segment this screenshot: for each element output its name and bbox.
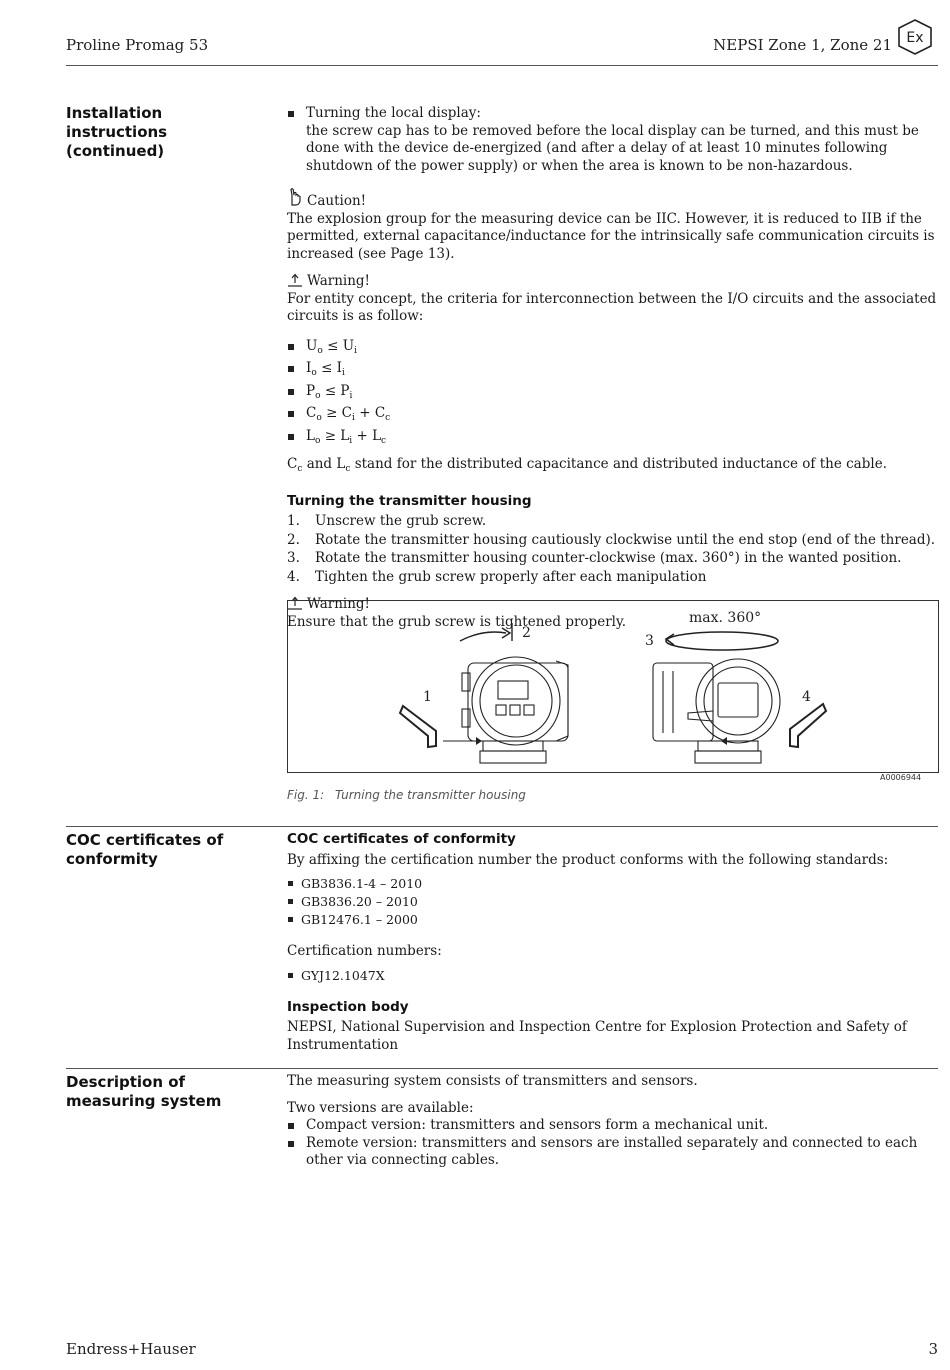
inspection-body-title: Inspection body xyxy=(287,998,409,1015)
list-item: Remote version: transmitters and sensors are installed separately and connected to each other via connecting cables. xyxy=(287,1135,939,1170)
warning-label: Warning! xyxy=(307,273,370,289)
cert-label: Certification numbers: xyxy=(287,943,442,959)
figure-label-2: 2 xyxy=(522,625,531,641)
criteria-item: $C_o \ge C_i + C_c$ xyxy=(287,405,939,428)
figure-drawing xyxy=(288,601,938,772)
display-bullet-head: Turning the local display: xyxy=(306,105,481,121)
caution-label: Caution! xyxy=(307,193,367,209)
ex-logo-icon xyxy=(896,18,934,56)
figure-label-max: max. 360° xyxy=(689,610,762,626)
desc-body xyxy=(287,1073,939,1170)
warning-icon xyxy=(287,273,303,287)
ex-logo-text: Ex xyxy=(906,30,924,46)
list-item: GB3836.1-4 – 2010 xyxy=(287,875,939,893)
standards-list xyxy=(287,875,939,929)
warning-block xyxy=(287,273,939,326)
hex-key-right xyxy=(790,704,826,747)
list-item: Compact version: transmitters and sensors form a mechanical unit. xyxy=(287,1117,939,1135)
installation-body xyxy=(287,105,939,631)
housing-steps xyxy=(287,512,939,586)
section-rule-coc xyxy=(66,826,938,827)
criteria-list xyxy=(287,338,939,451)
versions-list xyxy=(287,1117,939,1170)
display-bullet-text: the screw cap has to be removed before the local display can be turned, and this must be done with the device de-energized (and after a delay of at least 10 minutes following shutdown of the power supply) or when the area is known to be non-hazardous. xyxy=(306,122,919,174)
right-housing-drawing xyxy=(653,659,780,763)
footer-page-number: 3 xyxy=(928,1340,938,1358)
hex-key-left xyxy=(400,706,436,747)
list-item xyxy=(287,105,939,175)
figure-label-3: 3 xyxy=(645,633,654,649)
desc-intro: The measuring system consists of transmitters and sensors. xyxy=(287,1073,698,1089)
step-item: 4. Tighten the grub screw properly after each manipulation xyxy=(287,568,707,585)
section-title-coc: COC certificates of conformity xyxy=(66,831,224,868)
section-rule-desc xyxy=(66,1068,938,1069)
figure-caption-label: Fig. 1: xyxy=(287,788,325,802)
section-title-desc: Description of measuring system xyxy=(66,1073,222,1110)
criteria-item: $P_o \le P_i$ xyxy=(287,383,939,406)
caution-block xyxy=(287,187,939,263)
step-item: 2. Rotate the transmitter housing cautiously clockwise until the end stop (end of the thread). xyxy=(287,531,936,548)
figure-id: A0006944 xyxy=(880,773,922,782)
step-item: 3. Rotate the transmitter housing counter-clockwise (max. 360°) in the wanted position. xyxy=(287,550,902,566)
cable-note: $C_c$ and $L_c$ stand for the distributed capacitance and distributed inductance of the cable. xyxy=(287,456,887,474)
inspection-body-text: NEPSI, National Supervision and Inspection Centre for Explosion Protection and Safety of Instrumentation xyxy=(287,1019,907,1053)
warning-text: For entity concept, the criteria for interconnection between the I/O circuits and the associated circuits is as follow: xyxy=(287,290,937,324)
warning2-text: Ensure that the grub screw is tightened properly. xyxy=(287,613,627,630)
header-rule xyxy=(66,65,938,66)
figure-caption-text: Turning the transmitter housing xyxy=(335,788,526,802)
figure-caption xyxy=(287,788,526,802)
header-product: Proline Promag 53 xyxy=(66,36,209,54)
list-item: GYJ12.1047X xyxy=(287,967,939,985)
rotation-arrow-counterclockwise xyxy=(666,632,778,650)
left-housing-drawing xyxy=(462,657,568,763)
list-item: GB12476.1 – 2000 xyxy=(287,911,939,929)
figure-transmitter-housing xyxy=(287,600,939,773)
criteria-item: $I_o \le I_i$ xyxy=(287,360,939,383)
section-title-installation: Installation instructions (continued) xyxy=(66,104,168,160)
desc-versions-label: Two versions are available: xyxy=(287,1099,474,1116)
caution-hand-icon xyxy=(287,187,303,207)
header-zone: NEPSI Zone 1, Zone 21 xyxy=(713,36,892,54)
warning2-label: Warning! xyxy=(307,596,370,612)
housing-subtitle: Turning the transmitter housing xyxy=(287,492,532,509)
caution-text: The explosion group for the measuring device can be IIC. However, it is reduced to IIB if the permitted, external capacitance/inductance for the intrinsically safe communication circuits is increased (see Page 13). xyxy=(287,210,935,262)
figure-label-1: 1 xyxy=(423,689,432,705)
criteria-item: $U_o \le U_i$ xyxy=(287,338,939,361)
display-bullet-list xyxy=(287,105,939,175)
rotation-arrow-clockwise xyxy=(460,623,512,641)
criteria-item: $L_o \ge L_i + L_c$ xyxy=(287,428,939,451)
list-item: GB3836.20 – 2010 xyxy=(287,893,939,911)
coc-intro: By affixing the certification number the product conforms with the following standards: xyxy=(287,851,889,868)
footer-brand: Endress+Hauser xyxy=(66,1340,196,1358)
cert-list xyxy=(287,967,939,985)
coc-body xyxy=(287,831,939,1054)
coc-subtitle: COC certificates of conformity xyxy=(287,831,516,847)
step-item: 1. Unscrew the grub screw. xyxy=(287,513,487,529)
figure-label-4: 4 xyxy=(802,689,811,705)
